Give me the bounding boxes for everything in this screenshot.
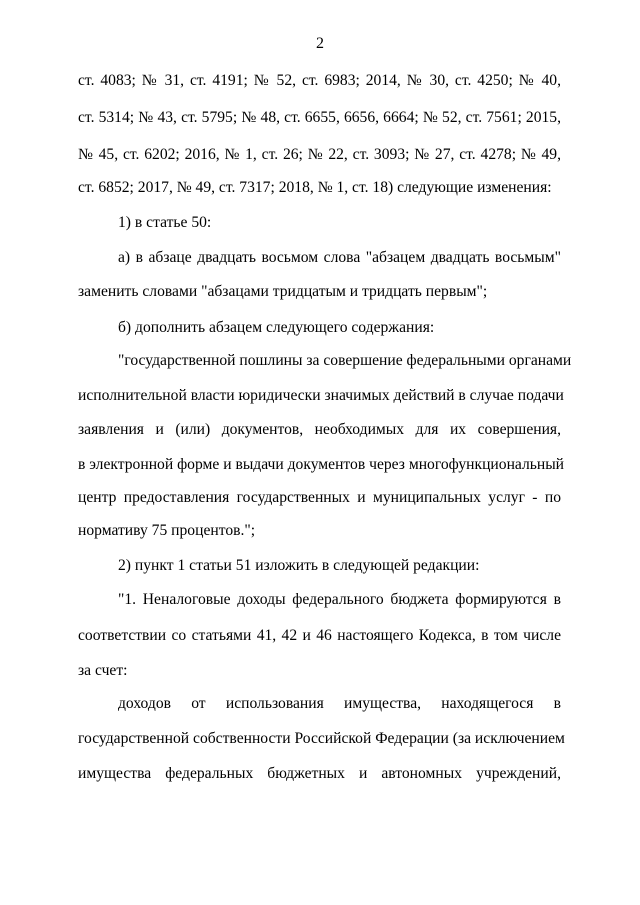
text-line: заменить словами "абзацами тридцатым и тридцать первым"; <box>78 283 488 300</box>
text-line: ст. 6852; 2017, № 49, ст. 7317; 2018, № 1, ст. 18) следующие изменения: <box>78 179 552 196</box>
text-line: доходов от использования имущества, находящегося в <box>118 695 561 712</box>
text-line: центр предоставления государственных и муниципальных услуг - по <box>78 489 561 506</box>
text-line: имущества федеральных бюджетных и автономных учреждений, <box>78 765 561 782</box>
text-line: № 45, ст. 6202; 2016, № 1, ст. 26; № 22, ст. 3093; № 27, ст. 4278; № 49, <box>78 146 561 163</box>
text-line: 1) в статье 50: <box>118 214 212 231</box>
text-line: нормативу 75 процентов."; <box>78 522 256 539</box>
text-line: заявления и (или) документов, необходимых для их совершения, <box>78 421 561 438</box>
text-line: в электронной форме и выдачи документов через многофункциональный <box>78 456 565 473</box>
text-line: ст. 5314; № 43, ст. 5795; № 48, ст. 6655, 6656, 6664; № 52, ст. 7561; 2015, <box>78 109 561 126</box>
text-line: соответствии со статьями 41, 42 и 46 настоящего Кодекса, в том числе <box>78 627 561 644</box>
text-line: а) в абзаце двадцать восьмом слова "абзацем двадцать восьмым" <box>118 249 561 266</box>
text-line: б) дополнить абзацем следующего содержания: <box>118 319 435 336</box>
text-line: ст. 4083; № 31, ст. 4191; № 52, ст. 6983; 2014, № 30, ст. 4250; № 40, <box>78 72 561 89</box>
text-line: "государственной пошлины за совершение федеральными органами <box>118 352 572 369</box>
text-line: исполнительной власти юридически значимых действий в случае подачи <box>78 387 564 404</box>
text-line: 2) пункт 1 статьи 51 изложить в следующей редакции: <box>118 557 480 574</box>
text-line: государственной собственности Российской Федерации (за исключением <box>78 730 565 747</box>
page-number: 2 <box>316 35 324 52</box>
text-line: "1. Неналоговые доходы федерального бюджета формируются в <box>118 591 561 608</box>
text-line: за счет: <box>78 662 128 679</box>
